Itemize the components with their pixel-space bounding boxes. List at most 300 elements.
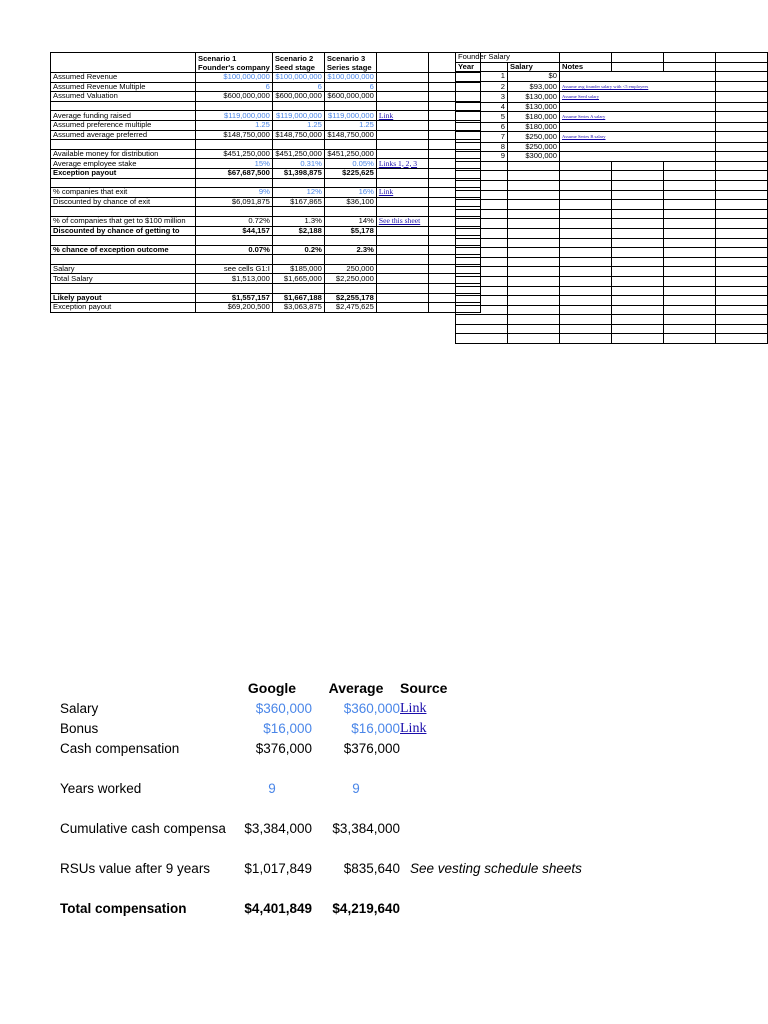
source-header: Source <box>400 680 448 696</box>
cell-s1[interactable]: $100,000,000 <box>196 73 273 83</box>
row-link-cell <box>376 197 428 207</box>
founder-blank <box>456 171 508 181</box>
founder-year[interactable]: 2 <box>456 81 508 91</box>
founder-blank <box>716 305 768 315</box>
founder-blank <box>508 334 560 344</box>
founder-blank <box>456 315 508 325</box>
founder-blank <box>508 209 560 219</box>
founder-blank <box>560 324 612 334</box>
founder-blank <box>508 286 560 296</box>
cell-s1[interactable]: 6 <box>196 82 273 92</box>
founder-salary[interactable]: $130,000 <box>508 92 560 102</box>
row-label <box>51 101 196 111</box>
salary-average[interactable]: $360,000 <box>343 700 400 716</box>
founder-year[interactable]: 6 <box>456 122 508 132</box>
cell-s2[interactable]: 1.25 <box>272 120 324 130</box>
founder-blank <box>612 53 664 63</box>
founder-row <box>456 81 768 91</box>
cell-s2[interactable]: $3,063,875 <box>272 303 324 313</box>
cell-s2[interactable]: $167,865 <box>272 197 324 207</box>
bonus-source-link[interactable]: Link <box>400 720 427 736</box>
founder-empty-row <box>456 161 768 171</box>
founder-note-link[interactable]: Assume Series B salary <box>562 134 606 140</box>
row-label: % companies that exit <box>51 188 196 198</box>
cell-s2[interactable]: $1,665,000 <box>272 274 324 284</box>
notes-header: Notes <box>560 62 612 72</box>
scenario-row <box>51 168 481 178</box>
founder-salary-table <box>455 52 768 344</box>
salary-source-link[interactable]: Link <box>400 700 427 716</box>
founder-salary[interactable]: $180,000 <box>508 122 560 132</box>
founder-note-cell <box>560 72 716 82</box>
cell-s1[interactable] <box>196 236 273 246</box>
founder-row <box>456 72 768 82</box>
cell-s2[interactable] <box>272 284 324 294</box>
cell-s2[interactable]: 0.2% <box>272 245 324 255</box>
cell-s1[interactable] <box>196 140 273 150</box>
scenario-row <box>51 120 481 130</box>
founder-blank <box>508 219 560 229</box>
scenario-row <box>51 207 481 217</box>
founder-blank <box>612 267 664 277</box>
founder-blank <box>560 296 612 306</box>
founder-blank <box>716 171 768 181</box>
scenario-row <box>51 159 481 169</box>
cell-s1[interactable]: 1.25 <box>196 120 273 130</box>
bonus-google[interactable]: $16,000 <box>263 720 312 736</box>
founder-empty-row <box>456 238 768 248</box>
cell-s3[interactable]: $451,250,000 <box>324 149 376 159</box>
cell-s2[interactable]: $1,667,188 <box>272 293 324 303</box>
founder-blank <box>560 228 612 238</box>
founder-year[interactable]: 1 <box>456 72 508 82</box>
cell-s3[interactable] <box>324 178 376 188</box>
row-link-cell <box>376 284 428 294</box>
cell-s2[interactable]: 6 <box>272 82 324 92</box>
founder-blank <box>560 334 612 344</box>
years-google[interactable]: 9 <box>268 780 276 796</box>
founder-empty-row <box>456 200 768 210</box>
row-link-cell <box>376 207 428 217</box>
years-average[interactable]: 9 <box>352 780 360 796</box>
founder-blank <box>560 209 612 219</box>
founder-blank <box>560 190 612 200</box>
row-label <box>51 255 196 265</box>
cash-average: $376,000 <box>343 740 400 756</box>
founder-blank <box>456 334 508 344</box>
salary-header: Salary <box>508 62 560 72</box>
founder-blank <box>716 161 768 171</box>
founder-empty-row <box>456 305 768 315</box>
bonus-row <box>60 718 600 738</box>
cell-s3[interactable]: $36,100 <box>324 197 376 207</box>
scenario-row <box>51 226 481 236</box>
cell-s1[interactable]: 9% <box>196 188 273 198</box>
cell-s3[interactable]: $5,178 <box>324 226 376 236</box>
cell-s1[interactable] <box>196 284 273 294</box>
cell-s3[interactable]: $600,000,000 <box>324 92 376 102</box>
founder-note-link[interactable]: Assume avg founder salary with <5 employees <box>562 83 649 89</box>
cell-s3[interactable]: 1.25 <box>324 120 376 130</box>
salary-google[interactable]: $360,000 <box>255 700 312 716</box>
founder-year[interactable]: 4 <box>456 102 508 112</box>
founder-salary[interactable]: $180,000 <box>508 112 560 122</box>
scenario-row <box>51 255 481 265</box>
founder-blank <box>664 200 716 210</box>
cell-s3[interactable]: $225,625 <box>324 168 376 178</box>
founder-blank <box>612 62 664 72</box>
founder-blank <box>508 296 560 306</box>
cell-s2[interactable]: $2,188 <box>272 226 324 236</box>
founder-blank <box>664 305 716 315</box>
year-header: Year <box>456 62 508 72</box>
header-extra-1 <box>376 53 428 73</box>
founder-empty-row <box>456 315 768 325</box>
scenario-row <box>51 149 481 159</box>
founder-blank <box>716 200 768 210</box>
cell-s2[interactable]: $1,398,875 <box>272 168 324 178</box>
founder-blank <box>560 286 612 296</box>
founder-blank <box>664 276 716 286</box>
cell-s3[interactable]: $2,250,000 <box>324 274 376 284</box>
founder-note-cell <box>560 92 716 102</box>
founder-year[interactable]: 9 <box>456 152 508 162</box>
founder-blank <box>560 238 612 248</box>
scenario-row <box>51 293 481 303</box>
founder-blank <box>612 219 664 229</box>
founder-year[interactable]: 5 <box>456 112 508 122</box>
row-link-cell <box>376 120 428 130</box>
founder-blank <box>456 180 508 190</box>
founder-blank <box>560 267 612 277</box>
google-header: Google <box>247 680 297 696</box>
cell-s1[interactable]: $69,200,500 <box>196 303 273 313</box>
founder-row <box>456 102 768 112</box>
founder-blank <box>508 315 560 325</box>
cell-s2[interactable] <box>272 207 324 217</box>
founder-blank <box>560 161 612 171</box>
founder-note-cell <box>560 152 716 162</box>
founder-blank <box>456 209 508 219</box>
founder-empty-row <box>456 324 768 334</box>
cell-s2[interactable] <box>272 236 324 246</box>
cell-s2[interactable] <box>272 101 324 111</box>
scenario-header-row <box>51 53 481 73</box>
row-label: Discounted by chance of getting to <box>51 226 196 236</box>
row-label: Likely payout <box>51 293 196 303</box>
cell-s3[interactable]: 2.3% <box>324 245 376 255</box>
scenario-row <box>51 178 481 188</box>
cell-s1[interactable] <box>196 101 273 111</box>
founder-blank <box>716 257 768 267</box>
cell-s2[interactable] <box>272 178 324 188</box>
row-label <box>51 236 196 246</box>
founder-blank <box>612 324 664 334</box>
founder-year[interactable]: 7 <box>456 132 508 142</box>
cell-s2[interactable]: 1.3% <box>272 216 324 226</box>
founder-blank <box>456 305 508 315</box>
founder-blank <box>716 122 768 132</box>
founder-blank <box>456 228 508 238</box>
cell-s3[interactable] <box>324 101 376 111</box>
cell-s3[interactable]: 14% <box>324 216 376 226</box>
row-label <box>51 178 196 188</box>
cell-s3[interactable] <box>324 207 376 217</box>
founder-blank <box>508 190 560 200</box>
scenario-row <box>51 92 481 102</box>
founder-blank <box>456 286 508 296</box>
founder-blank <box>560 53 612 63</box>
cell-s1[interactable]: see cells G1:I <box>196 264 273 274</box>
row-link-cell <box>376 255 428 265</box>
founder-blank <box>716 132 768 142</box>
row-link[interactable]: See this sheet <box>378 216 421 226</box>
founder-row <box>456 92 768 102</box>
row-label: Assumed Revenue Multiple <box>51 82 196 92</box>
founder-blank <box>664 219 716 229</box>
compensation-table <box>60 678 600 918</box>
rsu-label: RSUs value after 9 years <box>60 860 211 876</box>
founder-blank <box>612 161 664 171</box>
founder-salary[interactable]: $250,000 <box>508 132 560 142</box>
row-link-cell <box>376 274 428 284</box>
founder-row <box>456 122 768 132</box>
cash-label: Cash compensation <box>60 740 180 756</box>
founder-blank <box>716 286 768 296</box>
cell-s1[interactable]: $600,000,000 <box>196 92 273 102</box>
founder-blank <box>456 324 508 334</box>
cell-s1[interactable]: $1,557,157 <box>196 293 273 303</box>
founder-note-cell <box>560 122 716 132</box>
founder-blank <box>716 72 768 82</box>
founder-salary[interactable]: $0 <box>508 72 560 82</box>
row-label: Assumed preference multiple <box>51 120 196 130</box>
founder-blank <box>508 171 560 181</box>
founder-blank <box>456 219 508 229</box>
cell-s1[interactable] <box>196 255 273 265</box>
cell-s2[interactable]: $148,750,000 <box>272 130 324 140</box>
founder-blank <box>612 171 664 181</box>
founder-blank <box>716 112 768 122</box>
founder-blank <box>716 248 768 258</box>
founder-blank <box>716 315 768 325</box>
founder-blank <box>508 305 560 315</box>
founder-blank <box>716 324 768 334</box>
founder-blank <box>664 53 716 63</box>
scenario-row <box>51 130 481 140</box>
founder-salary[interactable]: $300,000 <box>508 152 560 162</box>
founder-blank <box>716 92 768 102</box>
cell-s1[interactable] <box>196 207 273 217</box>
scenario-row <box>51 303 481 313</box>
cell-s2[interactable] <box>272 255 324 265</box>
row-link-cell <box>376 149 428 159</box>
row-link[interactable]: Links 1, 2, 3 <box>378 158 418 168</box>
cell-s2[interactable]: $119,000,000 <box>272 111 324 121</box>
row-link-cell <box>376 82 428 92</box>
founder-blank <box>612 315 664 325</box>
scenario-row <box>51 82 481 92</box>
row-label: Total Salary <box>51 274 196 284</box>
founder-blank <box>716 209 768 219</box>
row-label: % of companies that get to $100 million <box>51 216 196 226</box>
rsu-row <box>60 858 600 878</box>
row-link-cell <box>376 92 428 102</box>
founder-salary[interactable]: $250,000 <box>508 142 560 152</box>
cell-s3[interactable] <box>324 284 376 294</box>
founder-blank <box>560 219 612 229</box>
cell-s1[interactable]: 0.72% <box>196 216 273 226</box>
founder-salary[interactable]: $93,000 <box>508 81 560 91</box>
cell-s2[interactable] <box>272 140 324 150</box>
row-link-cell <box>376 140 428 150</box>
row-link-cell <box>376 73 428 83</box>
row-link-cell <box>376 236 428 246</box>
cash-google: $376,000 <box>255 740 312 756</box>
founder-year[interactable]: 3 <box>456 92 508 102</box>
founder-empty-row <box>456 257 768 267</box>
founder-blank <box>664 190 716 200</box>
row-label: Assumed average preferred <box>51 130 196 140</box>
founder-blank <box>508 324 560 334</box>
cell-s2[interactable]: $451,250,000 <box>272 149 324 159</box>
cell-s3[interactable]: 16% <box>324 188 376 198</box>
founder-empty-row <box>456 248 768 258</box>
founder-row <box>456 142 768 152</box>
cell-s1[interactable]: $451,250,000 <box>196 149 273 159</box>
scenario-row <box>51 111 481 121</box>
founder-blank <box>612 228 664 238</box>
founder-blank <box>716 334 768 344</box>
cell-s1[interactable]: 0.07% <box>196 245 273 255</box>
row-link-cell <box>376 168 428 178</box>
cell-s3[interactable]: $2,475,625 <box>324 303 376 313</box>
founder-note-link[interactable]: Assume Seed salary <box>562 94 599 100</box>
founder-blank <box>560 276 612 286</box>
founder-blank <box>612 305 664 315</box>
bonus-label: Bonus <box>60 720 99 736</box>
founder-blank <box>716 238 768 248</box>
row-label: Average employee stake <box>51 159 196 169</box>
founder-header-row <box>456 62 768 72</box>
cell-s3[interactable]: $100,000,000 <box>324 73 376 83</box>
founder-blank <box>664 171 716 181</box>
founder-blank <box>664 62 716 72</box>
cell-s1[interactable]: $119,000,000 <box>196 111 273 121</box>
row-link[interactable]: Link <box>378 110 394 120</box>
cell-s2[interactable]: 12% <box>272 188 324 198</box>
founder-blank <box>456 276 508 286</box>
cumulative-label: Cumulative cash compensa <box>60 820 226 836</box>
founder-blank <box>664 257 716 267</box>
cell-s3[interactable]: 0.05% <box>324 159 376 169</box>
cell-s3[interactable]: 250,000 <box>324 264 376 274</box>
founder-blank <box>716 81 768 91</box>
founder-blank <box>508 200 560 210</box>
founder-blank <box>508 180 560 190</box>
total-row <box>60 898 600 918</box>
cell-s1[interactable]: $6,091,875 <box>196 197 273 207</box>
founder-blank <box>664 161 716 171</box>
comp-header-row <box>60 678 600 698</box>
cell-s2[interactable]: $600,000,000 <box>272 92 324 102</box>
cell-s2[interactable]: $185,000 <box>272 264 324 274</box>
founder-blank <box>560 171 612 181</box>
cell-s1[interactable]: $44,157 <box>196 226 273 236</box>
founder-blank <box>456 267 508 277</box>
row-link[interactable]: Link <box>378 187 394 197</box>
cell-s3[interactable]: $148,750,000 <box>324 130 376 140</box>
founder-blank <box>716 142 768 152</box>
cell-s2[interactable]: $100,000,000 <box>272 73 324 83</box>
row-link-cell <box>376 226 428 236</box>
header-blank <box>51 53 196 73</box>
founder-blank <box>664 334 716 344</box>
founder-title-row <box>456 53 768 63</box>
founder-note-cell <box>560 102 716 112</box>
cumulative-row <box>60 818 600 838</box>
founder-note-cell <box>560 142 716 152</box>
founder-blank <box>664 209 716 219</box>
bonus-average[interactable]: $16,000 <box>351 720 400 736</box>
founder-blank <box>716 62 768 72</box>
founder-salary[interactable]: $130,000 <box>508 102 560 112</box>
founder-note-link[interactable]: Assume Series A salary <box>562 114 606 120</box>
founder-blank <box>456 238 508 248</box>
scenario-row <box>51 197 481 207</box>
founder-blank <box>456 161 508 171</box>
founder-row <box>456 112 768 122</box>
row-link-cell <box>376 188 428 198</box>
row-link-cell <box>376 178 428 188</box>
cell-s3[interactable] <box>324 255 376 265</box>
salary-row <box>60 698 600 718</box>
founder-row <box>456 152 768 162</box>
founder-blank <box>664 324 716 334</box>
cell-s2[interactable]: 0.31% <box>272 159 324 169</box>
cell-s3[interactable] <box>324 236 376 246</box>
row-link-cell <box>376 303 428 313</box>
founder-row <box>456 132 768 142</box>
salary-label: Salary <box>60 700 99 716</box>
cell-s3[interactable]: 6 <box>324 82 376 92</box>
founder-blank <box>664 180 716 190</box>
founder-empty-row <box>456 296 768 306</box>
cell-s3[interactable]: $2,255,178 <box>324 293 376 303</box>
founder-empty-row <box>456 228 768 238</box>
cell-s1[interactable] <box>196 178 273 188</box>
founder-blank <box>508 161 560 171</box>
founder-note-cell <box>560 112 716 122</box>
header-s1: Scenario 1 Founder's company <box>196 53 273 73</box>
founder-blank <box>560 180 612 190</box>
average-header: Average <box>328 680 384 696</box>
cell-s1[interactable]: 15% <box>196 159 273 169</box>
total-google: $4,401,849 <box>244 900 312 916</box>
header-s3: Scenario 3 Series stage <box>324 53 376 73</box>
cell-s1[interactable]: $67,687,500 <box>196 168 273 178</box>
scenario-row <box>51 264 481 274</box>
cell-s1[interactable]: $148,750,000 <box>196 130 273 140</box>
founder-blank <box>612 257 664 267</box>
scenario-table <box>50 52 481 313</box>
cell-s1[interactable]: $1,513,000 <box>196 274 273 284</box>
founder-blank <box>508 276 560 286</box>
cell-s3[interactable] <box>324 140 376 150</box>
cell-s3[interactable]: $119,000,000 <box>324 111 376 121</box>
founder-year[interactable]: 8 <box>456 142 508 152</box>
founder-blank <box>612 190 664 200</box>
